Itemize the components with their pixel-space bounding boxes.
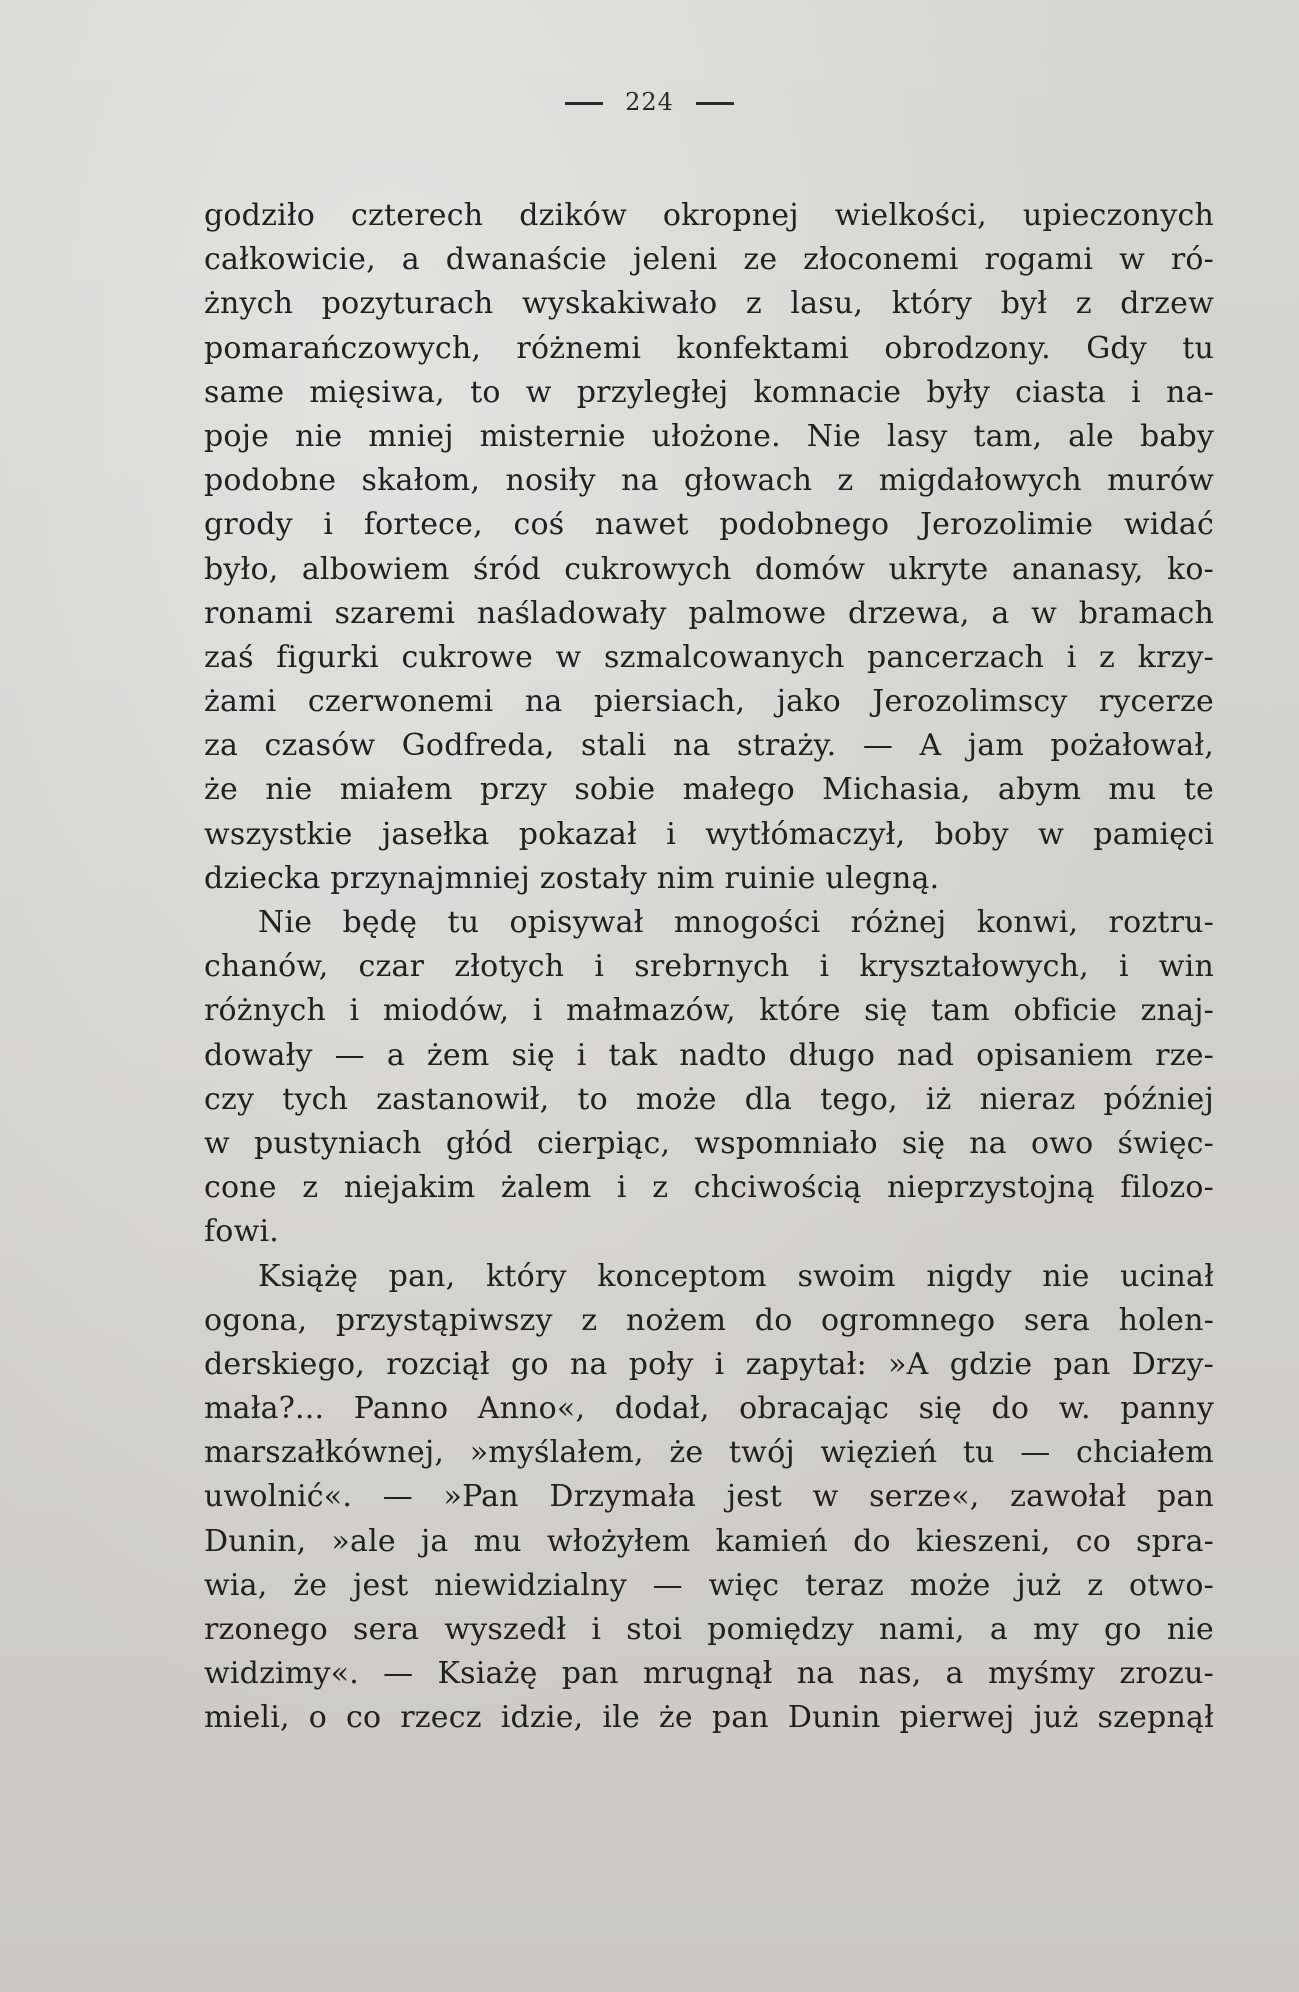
text-line: uwolnić«. — »Pan Drzymała jest w serze«, zawołał pan [204, 1479, 1214, 1515]
text-line: marszałkównej, »myślałem, że twój więzień tu — chciałem [204, 1435, 1214, 1471]
text-line: czy tych zastanowił, to może dla tego, iż nieraz później [204, 1081, 1214, 1117]
text-line: rzonego sera wyszedł i stoi pomiędzy nami, a my go nie [204, 1612, 1214, 1647]
page-number: 224 [625, 88, 674, 116]
text-line: różnych i miodów, i małmazów, które się tam obficie znaj- [204, 993, 1214, 1029]
text-line: że nie miałem przy sobie małego Michasia, abym mu te [204, 772, 1214, 808]
text-line: same mięsiwa, to w przyległej komnacie były ciasta i na- [204, 374, 1214, 410]
text-line: chanów, czar złotych i srebrnych i kryształowych, i win [204, 949, 1214, 985]
text-line: cone z niejakim żalem i z chciwością nieprzystojną filozo- [204, 1170, 1214, 1206]
text-line: wszystkie jasełka pokazał i wytłómaczył, boby w pamięci [204, 816, 1214, 852]
text-line: widzimy«. — Ksiażę pan mrugnął na nas, a myśmy zrozu- [204, 1656, 1214, 1692]
text-line: w pustyniach głód cierpiąc, wspomniało się na owo święc- [204, 1125, 1214, 1161]
text-line: Nie będę tu opisywał mnogości różnej konwi, roztru- [258, 905, 1214, 940]
text-line: całkowicie, a dwanaście jeleni ze złoconemi rogami w ró- [204, 242, 1214, 278]
text-line: było, albowiem śród cukrowych domów ukryte ananasy, ko- [204, 551, 1214, 587]
text-line: ronami szaremi naśladowały palmowe drzewa, a w bramach [204, 595, 1214, 631]
text-line: dziecka przynajmniej zostały nim ruinie ulegną. [204, 860, 940, 896]
text-line: Dunin, »ale ja mu włożyłem kamień do kieszeni, co spra- [204, 1523, 1214, 1559]
text-line: żnych pozyturach wyskakiwało z lasu, który był z drzew [204, 286, 1214, 322]
text-line: żami czerwonemi na piersiach, jako Jerozolimscy rycerze [204, 684, 1214, 720]
text-line: pomarańczowych, różnemi konfektami obrodzony. Gdy tu [204, 330, 1214, 366]
text-line: wia, że jest niewidzialny — więc teraz może już z otwo- [204, 1567, 1214, 1603]
text-line: ogona, przystąpiwszy z nożem do ogromnego sera holen- [204, 1302, 1214, 1338]
body-text [204, 194, 1214, 1741]
text-line: Książę pan, który konceptom swoim nigdy nie ucinał [258, 1258, 1214, 1294]
page-header [0, 88, 1299, 116]
text-line: za czasów Godfreda, stali na straży. — A jam pożałował, [204, 728, 1214, 764]
text-line: grody i fortece, coś nawet podobnego Jerozolimie widać [204, 507, 1214, 543]
text-line: godziło czterech dzików okropnej wielkości, upieczonych [204, 198, 1214, 233]
header-dash-left [565, 102, 603, 105]
text-line: podobne skałom, nosiły na głowach z migdałowych murów [204, 463, 1214, 499]
text-line: poje nie mniej misternie ułożone. Nie lasy tam, ale baby [204, 418, 1214, 454]
text-line: derskiego, rozciął go na poły i zapytał: »A gdzie pan Drzy- [204, 1346, 1214, 1382]
text-line: dowały — a żem się i tak nadto długo nad opisaniem rze- [204, 1037, 1214, 1073]
text-line: mieli, o co rzecz idzie, ile że pan Dunin pierwej już szepnął [204, 1700, 1214, 1736]
header-dash-right [696, 102, 734, 105]
text-line: fowi. [204, 1214, 279, 1250]
text-line: mała?... Panno Anno«, dodał, obracając się do w. panny [204, 1391, 1214, 1427]
text-line: zaś figurki cukrowe w szmalcowanych pancerzach i z krzy- [204, 639, 1214, 675]
